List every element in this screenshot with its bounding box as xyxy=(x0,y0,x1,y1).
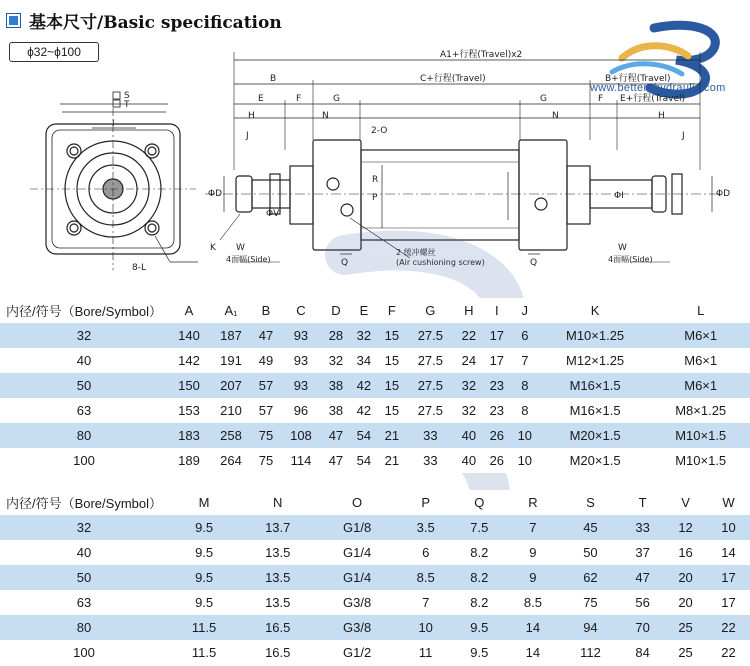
bore-cell: 40 xyxy=(76,353,92,368)
value-cell: 16 xyxy=(678,545,693,560)
value-cell: M20×1.5 xyxy=(569,428,621,443)
value-cell: M20×1.5 xyxy=(569,453,621,468)
value-cell: 32 xyxy=(328,353,344,368)
dim-label-h-right: H xyxy=(658,111,665,121)
value-cell: 7 xyxy=(521,353,529,368)
value-cell: 11.5 xyxy=(191,645,217,660)
value-cell: 183 xyxy=(178,428,200,443)
dim-label-q-right: Q xyxy=(530,258,538,268)
column-header: L xyxy=(697,303,705,318)
dim-label-f-left: F xyxy=(296,94,302,104)
value-cell: 24 xyxy=(461,353,477,368)
value-cell: G3/8 xyxy=(342,620,372,635)
column-header-bore-symbol: 内径/符号（Bore/Symbol） xyxy=(5,304,163,319)
value-cell: 16.5 xyxy=(265,620,291,635)
table-row xyxy=(0,423,750,448)
table-row xyxy=(0,323,750,348)
value-cell: 23 xyxy=(489,403,505,418)
value-cell: 15 xyxy=(384,378,400,393)
dim-label-d-right: ΦD xyxy=(716,189,731,199)
table-row xyxy=(0,640,750,665)
column-header: S xyxy=(586,495,595,510)
column-header: I xyxy=(495,303,499,318)
column-header: K xyxy=(590,303,600,318)
value-cell: M8×1.25 xyxy=(675,403,727,418)
value-cell: G1/4 xyxy=(342,545,372,560)
value-cell: 26 xyxy=(489,453,505,468)
value-cell: 21 xyxy=(384,453,400,468)
value-cell: 62 xyxy=(583,570,598,585)
table-row xyxy=(0,590,750,615)
value-cell: 33 xyxy=(635,520,650,535)
value-cell: 13.5 xyxy=(265,570,291,585)
spec-table-2 xyxy=(0,490,750,665)
value-cell: 150 xyxy=(178,378,200,393)
value-cell: 17 xyxy=(489,328,505,343)
value-cell: 140 xyxy=(178,328,200,343)
dim-label-v: ΦV xyxy=(266,209,280,219)
spec-table-1 xyxy=(0,298,750,473)
bore-cell: 63 xyxy=(76,595,92,610)
value-cell: 17 xyxy=(489,353,505,368)
table-row xyxy=(0,448,750,473)
value-cell: 8 xyxy=(521,378,529,393)
value-cell: 189 xyxy=(178,453,200,468)
value-cell: 13.5 xyxy=(265,595,291,610)
value-cell: 75 xyxy=(258,453,274,468)
dim-label-p: P xyxy=(372,193,378,203)
value-cell: 13.7 xyxy=(265,520,291,535)
value-cell: G1/2 xyxy=(342,645,372,660)
value-cell: 42 xyxy=(356,378,372,393)
column-header: F xyxy=(387,303,396,318)
column-header: J xyxy=(521,303,529,318)
dim-label-g-right: G xyxy=(540,94,547,104)
column-header: B xyxy=(261,303,271,318)
bore-cell: 80 xyxy=(76,428,92,443)
value-cell: 20 xyxy=(678,595,693,610)
value-cell: 15 xyxy=(384,403,400,418)
bore-cell: 32 xyxy=(76,328,92,343)
value-cell: 27.5 xyxy=(417,378,444,393)
value-cell: 8.2 xyxy=(470,595,489,610)
value-cell: 6 xyxy=(521,328,529,343)
dim-label-h-left: H xyxy=(248,111,255,121)
table-row xyxy=(0,348,750,373)
table-row xyxy=(0,565,750,590)
dim-label-s: S xyxy=(124,91,130,101)
value-cell: 38 xyxy=(328,403,344,418)
value-cell: 25 xyxy=(678,645,693,660)
value-cell: 32 xyxy=(461,378,477,393)
value-cell: 153 xyxy=(178,403,200,418)
value-cell: 75 xyxy=(258,428,274,443)
table-row xyxy=(0,373,750,398)
value-cell: 54 xyxy=(356,453,372,468)
value-cell: 27.5 xyxy=(417,353,444,368)
value-cell: 96 xyxy=(293,403,309,418)
value-cell: 14 xyxy=(525,645,541,660)
bore-cell: 80 xyxy=(76,620,92,635)
value-cell: 210 xyxy=(220,403,242,418)
value-cell: G1/4 xyxy=(342,570,372,585)
value-cell: 10 xyxy=(418,620,433,635)
dim-label-o: 2-O xyxy=(371,126,388,136)
table-row xyxy=(0,515,750,540)
value-cell: 26 xyxy=(489,428,505,443)
value-cell: 27.5 xyxy=(417,403,444,418)
value-cell: 57 xyxy=(258,378,274,393)
value-cell: 32 xyxy=(356,328,372,343)
spec-table-2-body xyxy=(0,515,750,665)
column-header: G xyxy=(425,303,436,318)
value-cell: 114 xyxy=(290,453,312,468)
value-cell: 264 xyxy=(220,453,242,468)
column-header: Q xyxy=(474,495,485,510)
column-header: M xyxy=(198,495,210,510)
side-label-left: 4面幅(Side) xyxy=(226,255,271,264)
value-cell: 84 xyxy=(635,645,650,660)
bore-cell: 100 xyxy=(73,453,95,468)
dim-label-w-left: W xyxy=(236,243,245,253)
bore-cell: 63 xyxy=(76,403,92,418)
column-header: N xyxy=(273,495,283,510)
column-header: C xyxy=(296,303,306,318)
bore-cell: 50 xyxy=(76,378,92,393)
cushion-label-en: (Air cushioning screw) xyxy=(396,258,485,267)
dim-label-j-right: J xyxy=(682,131,685,141)
value-cell: 47 xyxy=(258,328,274,343)
value-cell: 11 xyxy=(418,645,433,660)
value-cell: 8.2 xyxy=(470,570,489,585)
value-cell: 94 xyxy=(583,620,598,635)
value-cell: M10×1.5 xyxy=(675,453,727,468)
value-cell: 49 xyxy=(258,353,274,368)
section-title-text: 基本尺寸/Basic specification xyxy=(29,12,282,33)
value-cell: 40 xyxy=(461,453,477,468)
dim-label-k: K xyxy=(210,243,216,253)
dim-label-r: R xyxy=(372,175,379,185)
value-cell: 47 xyxy=(635,570,650,585)
dim-label-b-left: B xyxy=(270,74,277,84)
section-title xyxy=(6,8,282,32)
dim-label-t: T xyxy=(124,100,130,110)
dim-label-g-left: G xyxy=(333,94,340,104)
value-cell: 27.5 xyxy=(417,328,444,343)
value-cell: G3/8 xyxy=(342,595,372,610)
value-cell: 22 xyxy=(721,645,736,660)
dim-label-b-right: B+行程(Travel) xyxy=(605,74,671,84)
dim-label-j-left: J xyxy=(246,131,249,141)
value-cell: 8.2 xyxy=(470,545,489,560)
value-cell: 22 xyxy=(461,328,477,343)
value-cell: 93 xyxy=(293,328,309,343)
column-header-bore-symbol: 内径/符号（Bore/Symbol） xyxy=(5,496,163,511)
value-cell: 47 xyxy=(328,453,344,468)
value-cell: 93 xyxy=(293,378,309,393)
side-label-right: 4面幅(Side) xyxy=(608,255,653,264)
dim-label-a1: A1+行程(Travel)x2 xyxy=(440,50,523,60)
value-cell: 25 xyxy=(678,620,693,635)
dim-label-e-right: E+行程(Travel) xyxy=(620,94,686,104)
value-cell: M16×1.5 xyxy=(569,378,621,393)
value-cell: 75 xyxy=(583,595,598,610)
value-cell: 7.5 xyxy=(470,520,489,535)
spec-table-1-body xyxy=(0,323,750,473)
value-cell: 15 xyxy=(384,328,400,343)
value-cell: 108 xyxy=(290,428,312,443)
bullet-square-icon xyxy=(6,13,21,28)
column-header: A xyxy=(184,303,194,318)
value-cell: 8.5 xyxy=(523,595,542,610)
bore-cell: 32 xyxy=(76,520,92,535)
value-cell: 40 xyxy=(461,428,477,443)
value-cell: M10×1.25 xyxy=(565,328,625,343)
value-cell: 34 xyxy=(356,353,372,368)
value-cell: 10 xyxy=(517,453,533,468)
column-header: H xyxy=(464,303,474,318)
dim-label-q-left: Q xyxy=(341,258,349,268)
dim-label-i: I xyxy=(112,119,115,129)
value-cell: 70 xyxy=(635,620,650,635)
value-cell: 11.5 xyxy=(191,620,217,635)
column-header: D xyxy=(331,303,341,318)
value-cell: 6 xyxy=(422,545,430,560)
dim-label-w-right: W xyxy=(618,243,627,253)
bore-cell: 40 xyxy=(76,545,92,560)
spec-table-1-header xyxy=(0,298,750,323)
dim-label-d-left: ΦD xyxy=(208,189,223,199)
value-cell: 22 xyxy=(721,620,736,635)
value-cell: 45 xyxy=(583,520,598,535)
dim-label-i-shaft: ΦI xyxy=(614,191,624,201)
table-row xyxy=(0,540,750,565)
column-header: W xyxy=(722,495,735,510)
value-cell: 8.5 xyxy=(416,570,435,585)
value-cell: M6×1 xyxy=(684,353,718,368)
value-cell: 21 xyxy=(384,428,400,443)
value-cell: 20 xyxy=(678,570,693,585)
dim-label-e-left: E xyxy=(258,94,264,104)
value-cell: 9.5 xyxy=(195,595,214,610)
dim-label-n-left: N xyxy=(322,111,329,121)
value-cell: 50 xyxy=(583,545,598,560)
value-cell: 142 xyxy=(178,353,200,368)
value-cell: 7 xyxy=(422,595,430,610)
column-header: P xyxy=(421,495,431,510)
value-cell: 57 xyxy=(258,403,274,418)
cushion-label-cn: 2 缓冲螺丝 xyxy=(396,248,436,257)
column-header: V xyxy=(681,495,690,510)
value-cell: G1/8 xyxy=(342,520,372,535)
value-cell: 23 xyxy=(489,378,505,393)
value-cell: 9.5 xyxy=(195,545,214,560)
value-cell: 9.5 xyxy=(195,520,214,535)
value-cell: 10 xyxy=(721,520,736,535)
value-cell: 9 xyxy=(529,545,537,560)
value-cell: 3.5 xyxy=(416,520,435,535)
value-cell: 207 xyxy=(220,378,242,393)
value-cell: 10 xyxy=(517,428,533,443)
spec-table-2-header xyxy=(0,490,750,515)
value-cell: M10×1.5 xyxy=(675,428,727,443)
value-cell: 8 xyxy=(521,403,529,418)
value-cell: 56 xyxy=(635,595,650,610)
value-cell: 93 xyxy=(293,353,309,368)
value-cell: M12×1.25 xyxy=(565,353,625,368)
bore-cell: 50 xyxy=(76,570,92,585)
column-header: T xyxy=(638,495,647,510)
value-cell: M16×1.5 xyxy=(569,403,621,418)
value-cell: 14 xyxy=(525,620,541,635)
logo-url: www.betten-hydraulic.com xyxy=(590,82,726,94)
bore-range-badge: ϕ32~ϕ100 xyxy=(9,42,99,62)
value-cell: 38 xyxy=(328,378,344,393)
value-cell: 9.5 xyxy=(470,620,489,635)
table-row xyxy=(0,398,750,423)
dim-label-f-right: F xyxy=(598,94,604,104)
value-cell: 9.5 xyxy=(195,570,214,585)
value-cell: 14 xyxy=(721,545,736,560)
column-header: A₁ xyxy=(224,303,238,318)
dim-label-n-right: N xyxy=(552,111,559,121)
value-cell: 12 xyxy=(678,520,693,535)
value-cell: 32 xyxy=(461,403,477,418)
value-cell: 28 xyxy=(328,328,344,343)
column-header: E xyxy=(359,303,369,318)
value-cell: 15 xyxy=(384,353,400,368)
value-cell: 112 xyxy=(580,645,601,660)
column-header: R xyxy=(528,495,538,510)
value-cell: 9 xyxy=(529,570,537,585)
value-cell: 191 xyxy=(220,353,242,368)
dim-label-8l: 8-L xyxy=(132,263,146,273)
value-cell: 33 xyxy=(423,453,438,468)
value-cell: 54 xyxy=(356,428,372,443)
value-cell: M6×1 xyxy=(684,378,718,393)
value-cell: 33 xyxy=(423,428,438,443)
table-row xyxy=(0,615,750,640)
dim-label-c: C+行程(Travel) xyxy=(420,74,486,84)
value-cell: 16.5 xyxy=(265,645,291,660)
value-cell: 47 xyxy=(328,428,344,443)
value-cell: 258 xyxy=(220,428,242,443)
column-header: O xyxy=(352,495,363,510)
value-cell: 9.5 xyxy=(470,645,489,660)
value-cell: 37 xyxy=(635,545,650,560)
value-cell: 42 xyxy=(356,403,372,418)
value-cell: 7 xyxy=(529,520,537,535)
value-cell: 187 xyxy=(220,328,242,343)
value-cell: 17 xyxy=(721,595,736,610)
bore-cell: 100 xyxy=(73,645,95,660)
value-cell: M6×1 xyxy=(684,328,718,343)
value-cell: 13.5 xyxy=(265,545,291,560)
value-cell: 17 xyxy=(721,570,736,585)
